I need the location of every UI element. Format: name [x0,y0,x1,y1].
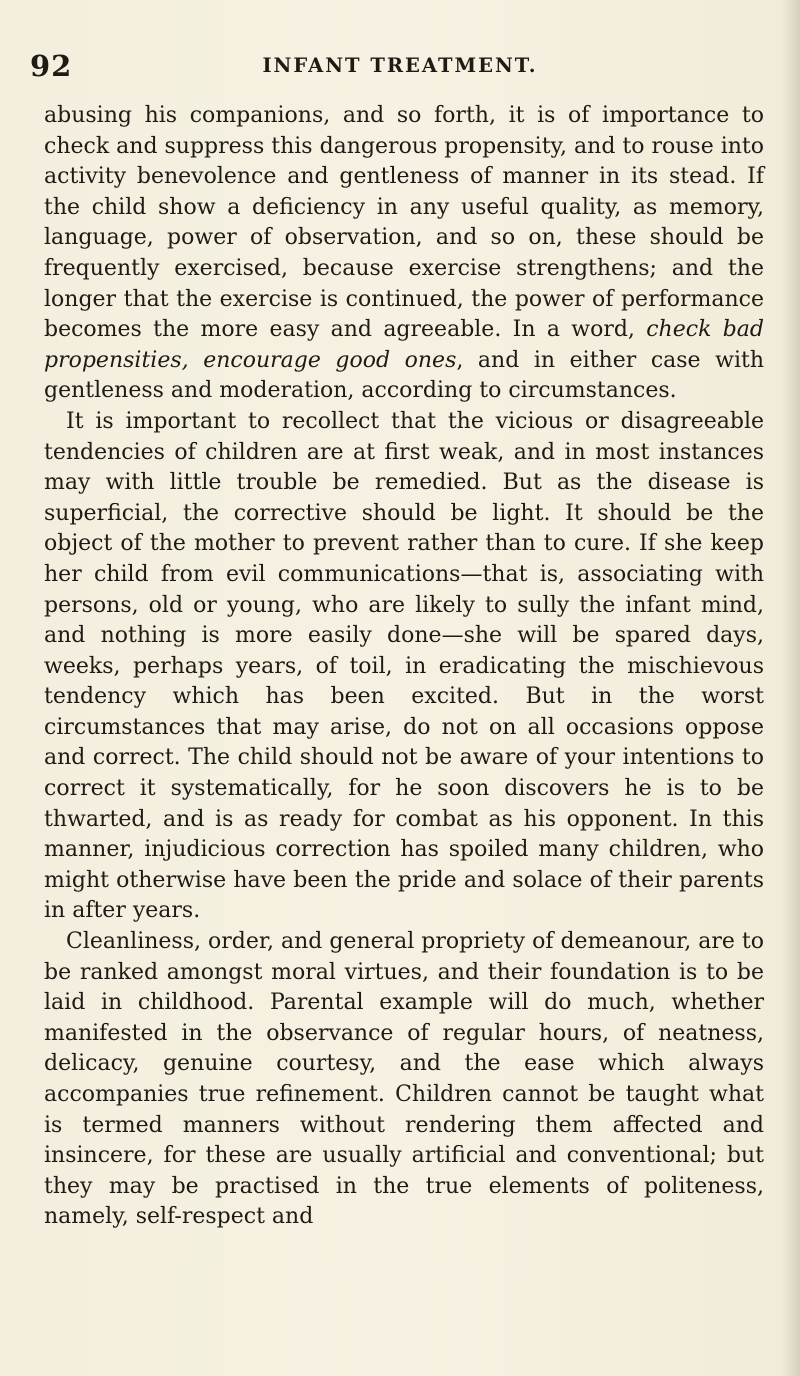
running-title: INFANT TREATMENT. [262,54,538,77]
paragraph-1-text-a: abusing his companions, and so forth, it is of importance to check and suppress this dangerous propensity, and to rouse into activity benevolence and gentleness of manner in its stead. If the child show a deficiency in any useful quality, as memory, language, power of observation, and so on, these should be frequently exercised, because exercise strengthens; and the longer that the exercise is continued, the power of performance becomes the more easy and agreeable. In a word, [44,103,765,343]
page-edge-shadow [782,0,800,1376]
body-text [44,101,764,1233]
page-number: 92 [30,49,73,83]
page-header [30,46,770,86]
paragraph-1-text-b: , and in either case with gentleness and moderation, according to circumstances. [44,347,765,404]
paragraph-1-italic-phrase: check bad propensities, encourage good ones [44,317,764,373]
paragraph-2: It is important to recollect that the vicious or disagreeable tendencies of children are at first weak, and in most instances may with little trouble be remedied. But as the disease is superficial, the corrective should be light. It should be the object of the mother to prevent rather than to cure. If she keep her child from evil communications—that is, associating with persons, old or young, who are likely to sully the infant mind, and nothing is more easily done—she will be spared days, weeks, perhaps years, of toil, in eradicating the mischievous tendency which has been excited. But in the worst circumstances that may arise, do not on all occasions oppose and correct. The child should not be aware of your intentions to correct it systematically, for he soon discovers he is to be thwarted, and is as ready for combat as his opponent. In this manner, injudicious correction has spoiled many children, who might otherwise have been the pride and solace of their parents in after years. [44,408,764,924]
paragraph-1 [44,101,764,407]
paragraph-3: Cleanliness, order, and general propriety of demeanour, are to be ranked amongst moral virtues, and their foundation is to be laid in childhood. Parental example will do much, whether manifested in the observance of regular hours, of neatness, delicacy, genuine courtesy, and the ease which always accompanies true refinement. Children cannot be taught what is termed manners without rendering them affected and insincere, for these are usually artificial and conventional; but they may be practised in the true elements of politeness, namely, self-respect and [44,929,764,1230]
